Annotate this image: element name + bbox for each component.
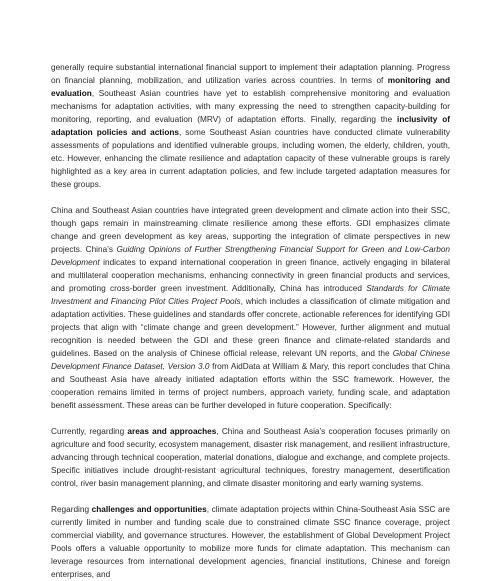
text-run: China and Southeast Asian countries have integrated green development and climate action into their SSC, though gaps remain in mainstreaming climate resilience among these efforts. GDI emphasizes climate change and green development as key areas, supporting the integration of climate perspectives in new projects. China’s <box>51 206 450 254</box>
paragraph-green-development-integration <box>51 204 450 412</box>
bold-term: areas and approaches <box>127 427 217 436</box>
text-run: generally require substantial international financial support to implement their adaptation planning. Progress on financial planning, mobilization, and utilization varies across countries. In terms of <box>51 63 450 85</box>
text-run: , China and Southeast Asia’s cooperation focuses primarily on agriculture and food security, ecosystem management, disaster risk management, and resilient infrastructure, advancing through technical cooperation, material donations, dialogue and exchange, and complete projects. Specific initiatives include drought-resistant agricultural techniques, forestry management, desertification control, river basin management planning, and climate disaster monitoring and early warning systems. <box>51 427 450 488</box>
italic-title: Guiding Opinions of Further Strengthening Financial Support for Green and Low-Carbon Development <box>51 245 450 267</box>
bold-term: challenges and opportunities <box>91 505 207 514</box>
text-run: , Southeast Asian countries have yet to establish comprehensive monitoring and evaluation mechanisms for adaptation activities, with many expressing the need to strengthen capacity-building for monitoring, reporting, and evaluation (MRV) of adaptation efforts. Finally, regarding the <box>51 89 450 124</box>
paragraph-adaptation-progress <box>51 61 450 191</box>
bold-term: monitoring and evaluation <box>51 76 450 98</box>
italic-title: Standards for Climate Investment and Financing Pilot Cities Project Pools <box>51 284 450 306</box>
paragraph-challenges-and-opportunities <box>51 503 450 581</box>
bold-term: inclusivity of adaptation policies and actions <box>51 115 450 137</box>
text-run: , climate adaptation projects within China-Southeast Asia SSC are currently limited in number and funding scale due to constrained climate SSC finance coverage, project commercial viability, and governance structures. However, the establishment of Global Development Project Pools offers a valuable opportunity to mobilize more funds for climate adaptation. This mechanism can leverage resources from international development agencies, financial institutions, Chinese and foreign enterprises, and <box>51 505 450 579</box>
paragraph-areas-and-approaches <box>51 425 450 490</box>
text-run: Regarding <box>51 505 92 514</box>
text-run: Currently, regarding <box>51 427 128 436</box>
text-run: from AidData at William & Mary, this report concludes that China and Southeast Asia have already initiated adaptation efforts within the SSC framework. However, the cooperation remains limited in terms of project numbers, approach variety, funding scale, and adaptation benefit assessment. These areas can be further developed in future cooperation. Specifically: <box>51 362 450 410</box>
text-run: , which includes a classification of climate mitigation and adaptation activities. These guidelines and standards offer concrete, actionable references for identifying GDI projects that align with “climate change and green development.” However, further alignment and mutual recognition is needed between the GDI and these green finance and climate-related standards and guidelines. Based on the analysis of Chinese official release, relevant UN reports, and the <box>51 297 450 358</box>
text-run: , some Southeast Asian countries have conducted climate vulnerability assessments of populations and identified vulnerable groups, including women, the elderly, children, youth, etc. However, enhancing the climate resilience and adaptation capacity of these vulnerable groups is rarely highlighted as a key area in current adaptation policies, and few include targeted adaptation measures for these groups. <box>51 128 450 189</box>
text-run: indicates to expand international cooperation in green finance, actively engaging in bilateral and multilateral cooperation mechanisms, enhancing connectivity in green financial products and services, and promoting cross-border green investment. Additionally, China has introduced <box>51 258 450 293</box>
italic-title: Global Chinese Development Finance Dataset, Version 3.0 <box>51 349 450 371</box>
document-body <box>51 61 450 581</box>
